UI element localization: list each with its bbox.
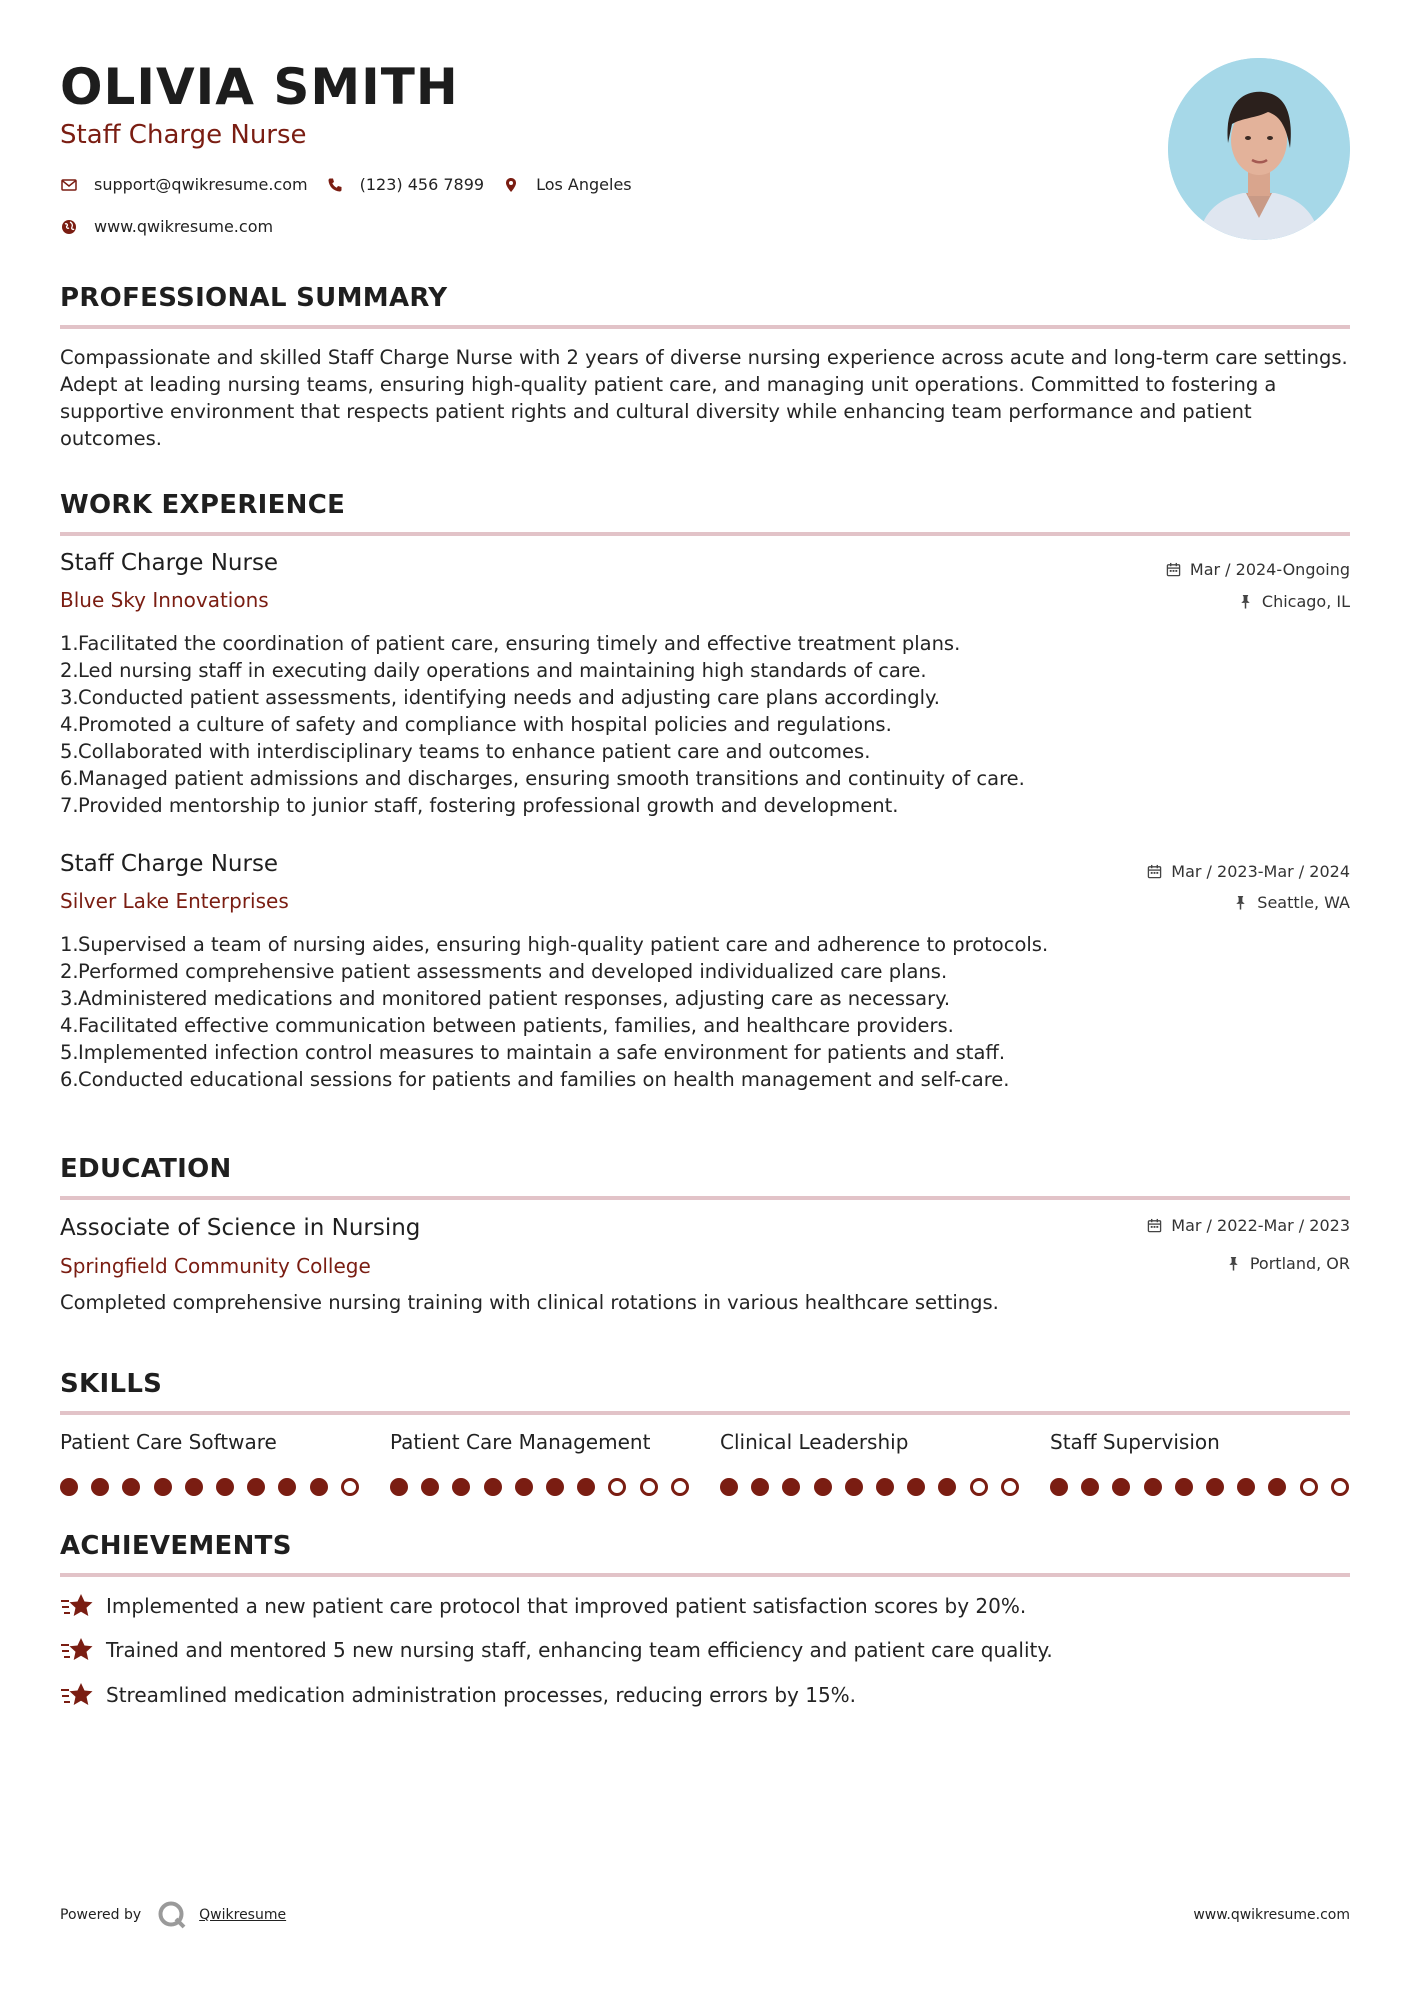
rating-dot-filled xyxy=(782,1478,800,1496)
education-location-text: Portland, OR xyxy=(1249,1254,1350,1273)
rating-dot-filled xyxy=(577,1478,595,1496)
rating-dot-empty xyxy=(671,1478,689,1496)
rating-dot-filled xyxy=(278,1478,296,1496)
list-item: 7. Provided mentorship to junior staff, fostering professional growth and development. xyxy=(60,794,899,817)
achievement-item xyxy=(60,1592,1026,1620)
section-divider xyxy=(60,1573,1350,1577)
skill-name: Clinical Leadership xyxy=(720,1430,909,1454)
job-2-location-text: Seattle, WA xyxy=(1257,893,1350,912)
achievement-text: Implemented a new patient care protocol that improved patient satisfaction scores by 20%. xyxy=(106,1594,1027,1618)
list-item: 5. Collaborated with interdisciplinary teams to enhance patient care and outcomes. xyxy=(60,740,871,763)
rating-dot-empty xyxy=(1331,1478,1349,1496)
education-degree: Associate of Science in Nursing xyxy=(60,1215,421,1241)
contact-location: Los Angeles xyxy=(536,175,632,194)
powered-by-label: Powered by xyxy=(60,1907,142,1923)
contact-row-1 xyxy=(60,175,650,194)
rating-dot-filled xyxy=(1144,1478,1162,1496)
rating-dot-empty xyxy=(341,1478,359,1496)
rating-dot-filled xyxy=(310,1478,328,1496)
contact-phone[interactable]: (123) 456 7899 xyxy=(359,175,485,194)
achievement-item xyxy=(60,1636,1053,1664)
rating-dot-filled xyxy=(421,1478,439,1496)
rating-dot-filled xyxy=(484,1478,502,1496)
pushpin-icon xyxy=(1233,895,1248,910)
skills-section-heading xyxy=(60,1369,1350,1399)
summary-heading-text: PROFESSIONAL SUMMARY xyxy=(60,283,448,313)
rating-dot-empty xyxy=(608,1478,626,1496)
rating-dot-filled xyxy=(845,1478,863,1496)
contact-website[interactable]: www.qwikresume.com xyxy=(94,217,274,236)
rating-dot-filled xyxy=(452,1478,470,1496)
experience-section-heading xyxy=(60,490,1350,520)
calendar-icon xyxy=(1147,864,1162,879)
job-1-location xyxy=(1238,592,1350,611)
education-dates-text: Mar / 2022-Mar / 2023 xyxy=(1171,1216,1350,1235)
rating-dot-filled xyxy=(154,1478,172,1496)
rating-dot-filled xyxy=(1050,1478,1068,1496)
list-item: 5. Implemented infection control measures to maintain a safe environment for patients and staff. xyxy=(60,1041,1006,1064)
achievement-item xyxy=(60,1681,856,1709)
rating-dot-empty xyxy=(970,1478,988,1496)
rating-dot-filled xyxy=(907,1478,925,1496)
education-description: Completed comprehensive nursing training with clinical rotations in various healthcare settings. xyxy=(60,1291,999,1314)
globe-icon xyxy=(60,218,78,236)
rating-dot-filled xyxy=(876,1478,894,1496)
job-1-dates-text: Mar / 2024-Ongoing xyxy=(1189,560,1350,579)
skill-rating xyxy=(1050,1478,1362,1496)
envelope-icon xyxy=(60,176,78,194)
skills-heading-text: SKILLS xyxy=(60,1369,163,1399)
rating-dot-filled xyxy=(390,1478,408,1496)
footer-brand-link[interactable]: Qwikresume xyxy=(199,1907,287,1923)
section-divider xyxy=(60,532,1350,536)
list-item: 4. Promoted a culture of safety and compliance with hospital policies and regulations. xyxy=(60,713,892,736)
rating-dot-filled xyxy=(1175,1478,1193,1496)
rating-dot-filled xyxy=(91,1478,109,1496)
job-2-title: Staff Charge Nurse xyxy=(60,851,279,877)
candidate-title: Staff Charge Nurse xyxy=(60,120,307,150)
footer-powered-by xyxy=(60,1900,286,1930)
contact-email[interactable]: support@qwikresume.com xyxy=(94,175,308,194)
rating-dot-empty xyxy=(640,1478,658,1496)
rating-dot-filled xyxy=(515,1478,533,1496)
pushpin-icon xyxy=(1238,594,1253,609)
job-1-bullets xyxy=(60,630,1350,819)
summary-section-heading xyxy=(60,283,1350,313)
calendar-icon xyxy=(1147,1218,1162,1233)
resume-page xyxy=(60,0,1350,1990)
rating-dot-filled xyxy=(751,1478,769,1496)
skill-rating xyxy=(390,1478,702,1496)
job-2-company: Silver Lake Enterprises xyxy=(60,889,289,913)
skill-rating xyxy=(60,1478,372,1496)
contact-row-2 xyxy=(60,217,291,236)
job-1-title: Staff Charge Nurse xyxy=(60,550,279,576)
rating-dot-filled xyxy=(1206,1478,1224,1496)
job-1-location-text: Chicago, IL xyxy=(1261,592,1350,611)
rating-dot-filled xyxy=(720,1478,738,1496)
list-item: 6. Conducted educational sessions for patients and families on health management and self-care. xyxy=(60,1068,1010,1091)
list-item: 1. Facilitated the coordination of patient care, ensuring timely and effective treatment plans. xyxy=(60,632,961,655)
section-divider xyxy=(60,325,1350,329)
skill-item xyxy=(720,1430,1020,1454)
achievement-text: Streamlined medication administration processes, reducing errors by 15%. xyxy=(106,1683,857,1707)
skill-name: Staff Supervision xyxy=(1050,1430,1220,1454)
rating-dot-filled xyxy=(814,1478,832,1496)
rating-dot-filled xyxy=(1268,1478,1286,1496)
achievements-section-heading xyxy=(60,1531,1350,1561)
summary-text: Compassionate and skilled Staff Charge Nurse with 2 years of diverse nursing experience across acute and long-term care settings. Adept at leading nursing teams, ensuring high-quality patient care, and managing unit operations. Committed to fostering a supportive environment that respects patient rights and cultural diversity while enhancing team performance and patient outcomes. xyxy=(60,346,1348,450)
star-award-icon xyxy=(60,1636,94,1664)
pushpin-icon xyxy=(1226,1256,1241,1271)
rating-dot-filled xyxy=(1237,1478,1255,1496)
footer-website[interactable]: www.qwikresume.com xyxy=(1193,1907,1350,1923)
achievement-text: Trained and mentored 5 new nursing staff, enhancing team efficiency and patient care quality. xyxy=(106,1638,1053,1662)
rating-dot-empty xyxy=(1001,1478,1019,1496)
education-location xyxy=(1226,1254,1350,1273)
candidate-name: OLIVIA SMITH xyxy=(60,58,459,116)
list-item: 1. Supervised a team of nursing aides, ensuring high-quality patient care and adherence to protocols. xyxy=(60,933,1049,956)
list-item: 2. Performed comprehensive patient assessments and developed individualized care plans. xyxy=(60,960,948,983)
map-pin-icon xyxy=(502,176,520,194)
education-dates xyxy=(1147,1216,1350,1235)
rating-dot-filled xyxy=(60,1478,78,1496)
calendar-icon xyxy=(1166,562,1181,577)
list-item: 6. Managed patient admissions and discharges, ensuring smooth transitions and continuity of care. xyxy=(60,767,1025,790)
job-2-location xyxy=(1233,893,1350,912)
rating-dot-filled xyxy=(216,1478,234,1496)
education-heading-text: EDUCATION xyxy=(60,1154,232,1184)
job-2-dates xyxy=(1147,862,1350,881)
rating-dot-filled xyxy=(938,1478,956,1496)
job-2-dates-text: Mar / 2023-Mar / 2024 xyxy=(1171,862,1350,881)
profile-photo xyxy=(1168,58,1350,240)
education-section-heading xyxy=(60,1154,1350,1184)
skill-name: Patient Care Management xyxy=(390,1430,651,1454)
rating-dot-filled xyxy=(247,1478,265,1496)
section-divider xyxy=(60,1411,1350,1415)
star-award-icon xyxy=(60,1681,94,1709)
skill-item xyxy=(390,1430,690,1454)
qwikresume-logo-icon xyxy=(157,1900,187,1930)
skill-name: Patient Care Software xyxy=(60,1430,277,1454)
job-1-dates xyxy=(1166,560,1350,579)
list-item: 3. Conducted patient assessments, identifying needs and adjusting care plans accordingly. xyxy=(60,686,940,709)
rating-dot-empty xyxy=(1300,1478,1318,1496)
rating-dot-filled xyxy=(1081,1478,1099,1496)
skill-rating xyxy=(720,1478,1032,1496)
list-item: 2. Led nursing staff in executing daily operations and maintaining high standards of care. xyxy=(60,659,927,682)
list-item: 3. Administered medications and monitored patient responses, adjusting care as necessary. xyxy=(60,987,951,1010)
section-divider xyxy=(60,1196,1350,1200)
rating-dot-filled xyxy=(122,1478,140,1496)
list-item: 4. Facilitated effective communication between patients, families, and healthcare providers. xyxy=(60,1014,954,1037)
achievements-heading-text: ACHIEVEMENTS xyxy=(60,1531,292,1561)
job-2-bullets xyxy=(60,931,1350,1093)
rating-dot-filled xyxy=(185,1478,203,1496)
job-1-company: Blue Sky Innovations xyxy=(60,588,269,612)
rating-dot-filled xyxy=(1112,1478,1130,1496)
education-school: Springfield Community College xyxy=(60,1254,371,1278)
experience-heading-text: WORK EXPERIENCE xyxy=(60,490,346,520)
phone-icon xyxy=(326,176,344,194)
skill-item xyxy=(60,1430,360,1454)
star-award-icon xyxy=(60,1592,94,1620)
rating-dot-filled xyxy=(546,1478,564,1496)
skill-item xyxy=(1050,1430,1350,1454)
